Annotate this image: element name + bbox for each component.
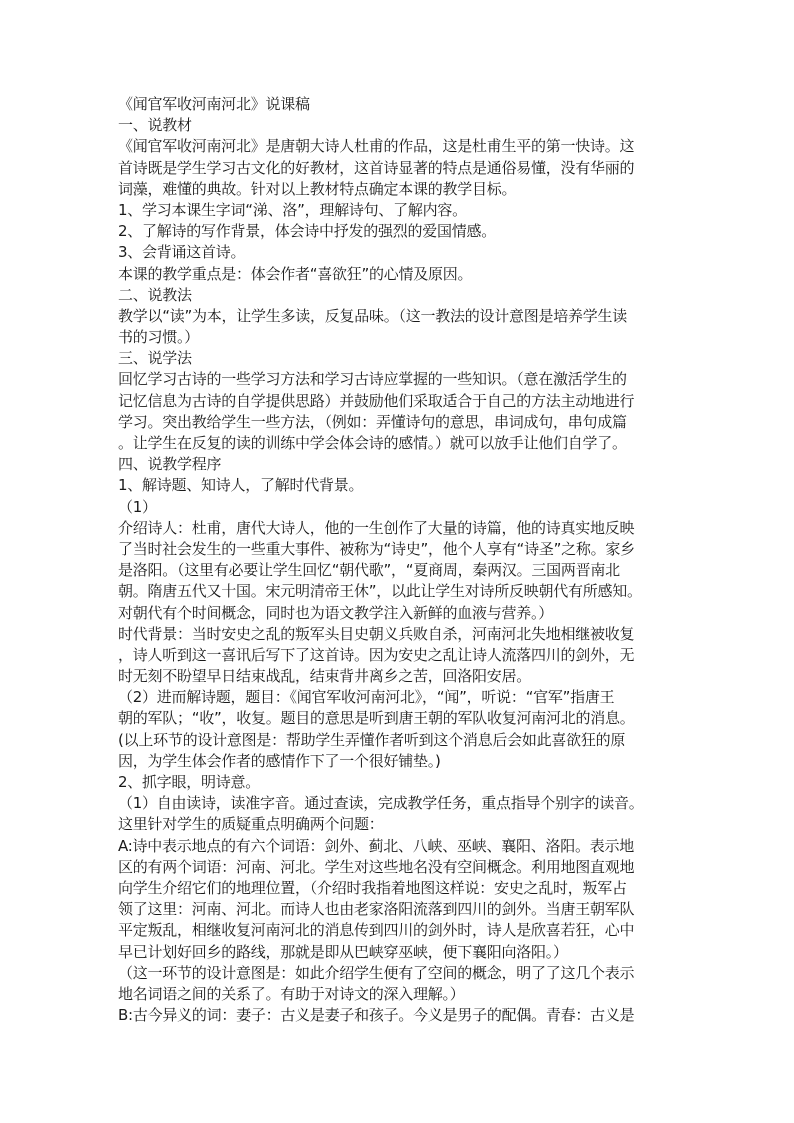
text-line: 回忆学习古诗的一些学习方法和学习古诗应掌握的一些知识。（意在激活学生的 (118, 370, 627, 389)
text-line: 朝。隋唐五代又十国。宋元明清帝王休”，以此让学生对诗所反映朝代有所感知。 (118, 582, 642, 601)
text-line: 四、说教学程序 (118, 455, 222, 474)
text-line: 一、说教材 (118, 116, 192, 135)
text-line: 平定叛乱，相继收复河南河北的消息传到四川的剑外时，诗人是欣喜若狂，心中 (118, 921, 635, 940)
text-line: 2、抓字眼，明诗意。 (118, 773, 261, 791)
text-line: 区的有两个词语：河南、河北。学生对这些地名没有空间概念。利用地图直观地 (118, 857, 635, 876)
text-line: 时无刻不盼望早日结束战乱，结束背井离乡之苦，回洛阳安居。 (118, 667, 532, 686)
text-line: （1） (118, 497, 157, 516)
document-title: 《闻官军收河南河北》说课稿 (118, 95, 310, 113)
text-line: 记忆信息为古诗的自学提供思路）并鼓励他们采取适合于自己的方法主动地进行 (118, 391, 635, 410)
text-line: 时代背景：当时安史之乱的叛军头目史朝义兵败自杀，河南河北失地相继被收复 (118, 624, 635, 643)
text-line: 领了这里：河南、河北。而诗人也由老家洛阳流落到四川的剑外。当唐王朝军队 (118, 900, 635, 919)
text-line: 是洛阳。（这里有必要让学生回忆“朝代歌”，“夏商周，秦两汉。三国两晋南北 (118, 561, 620, 580)
text-line: 介绍诗人：杜甫，唐代大诗人，他的一生创作了大量的诗篇，他的诗真实地反映 (118, 518, 635, 537)
document-body (118, 115, 678, 1026)
text-line: 2、了解诗的写作背景，体会诗中抒发的强烈的爱国情感。 (118, 222, 497, 241)
text-line: 二、说教法 (118, 285, 192, 304)
text-line: （1）自由读诗，读准字音。通过查读，完成教学任务，重点指导个别字的读音。 (118, 794, 644, 813)
text-line: 学习。突出教给学生一些方法，（例如：弄懂诗句的意思，串词成句，串句成篇 (118, 412, 627, 431)
text-line: 教学以“读”为本，让学生多读，反复品味。（这一教法的设计意图是培养学生读 (118, 306, 628, 325)
text-line: 3、会背诵这首诗。 (118, 243, 246, 262)
text-line: 书的习惯。） (118, 328, 200, 347)
text-line: （2）进而解诗题，题目：《闻官军收河南河北》，“闻”，听说：“官军”指唐王 (118, 688, 615, 707)
text-line: 首诗既是学生学习古文化的好教材，这首诗显著的特点是通俗易懂，没有华丽的 (118, 158, 635, 177)
text-line: 《闻官军收河南河北》是唐朝大诗人杜甫的作品，这是杜甫生平的第一快诗。这 (118, 137, 635, 156)
text-line: 三、说学法 (118, 349, 192, 368)
text-line: 早已计划好回乡的路线，那就是即从巴峡穿巫峡，便下襄阳向洛阳。） (118, 942, 568, 961)
text-line: 1、学习本课生字词“涕、洛”，理解诗句、了解内容。 (118, 200, 467, 219)
text-line: (以上环节的设计意图是：帮助学生弄懂作者听到这个消息后会如此喜欲狂的原 (118, 730, 626, 749)
text-line: 对朝代有个时间概念，同时也为语文教学注入新鲜的血液与营养。） (118, 603, 554, 622)
text-line: 朝的军队；“收”，收复。题目的意思是听到唐王朝的军队收复河南河北的消息。 (118, 709, 635, 728)
text-line: （这一环节的设计意图是：如此介绍学生便有了空间的概念，明了了这几个表示 (118, 963, 635, 982)
text-line: 向学生介绍它们的地理位置，（介绍时我指着地图这样说：安史之乱时，叛军占 (118, 878, 627, 897)
text-line: 本课的教学重点是：体会作者“喜欲狂”的心情及原因。 (118, 264, 473, 283)
text-line: 这里针对学生的质疑重点明确两个问题： (118, 815, 384, 834)
text-line: 。让学生在反复的读的训练中学会体会诗的感情。）就可以放手让他们自学了。 (118, 434, 627, 452)
text-line: 地名词语之间的关系了。有助于对诗文的深入理解。） (118, 984, 465, 1003)
text-line: 了当时社会发生的一些重大事件、被称为“诗史”，他个人享有“诗圣”之称。家乡 (118, 539, 635, 558)
text-line: B:古今异义的词：妻子：古义是妻子和孩子。今义是男子的配偶。青春：古义是 (118, 1006, 635, 1025)
text-line: 因，为学生体会作者的感情作下了一个很好铺垫。) (118, 751, 441, 770)
text-line: A:诗中表示地点的有六个词语：剑外、蓟北、八峡、巫峡、襄阳、洛阳。表示地 (118, 836, 635, 855)
text-line: 词藻，难懂的典故。针对以上教材特点确定本课的教学目标。 (118, 179, 517, 198)
document-page (118, 94, 678, 1026)
text-line: 1、解诗题、知诗人，了解时代背景。 (118, 476, 364, 495)
text-line: ，诗人听到这一喜讯后写下了这首诗。因为安史之乱让诗人流落四川的剑外，无 (118, 645, 635, 664)
